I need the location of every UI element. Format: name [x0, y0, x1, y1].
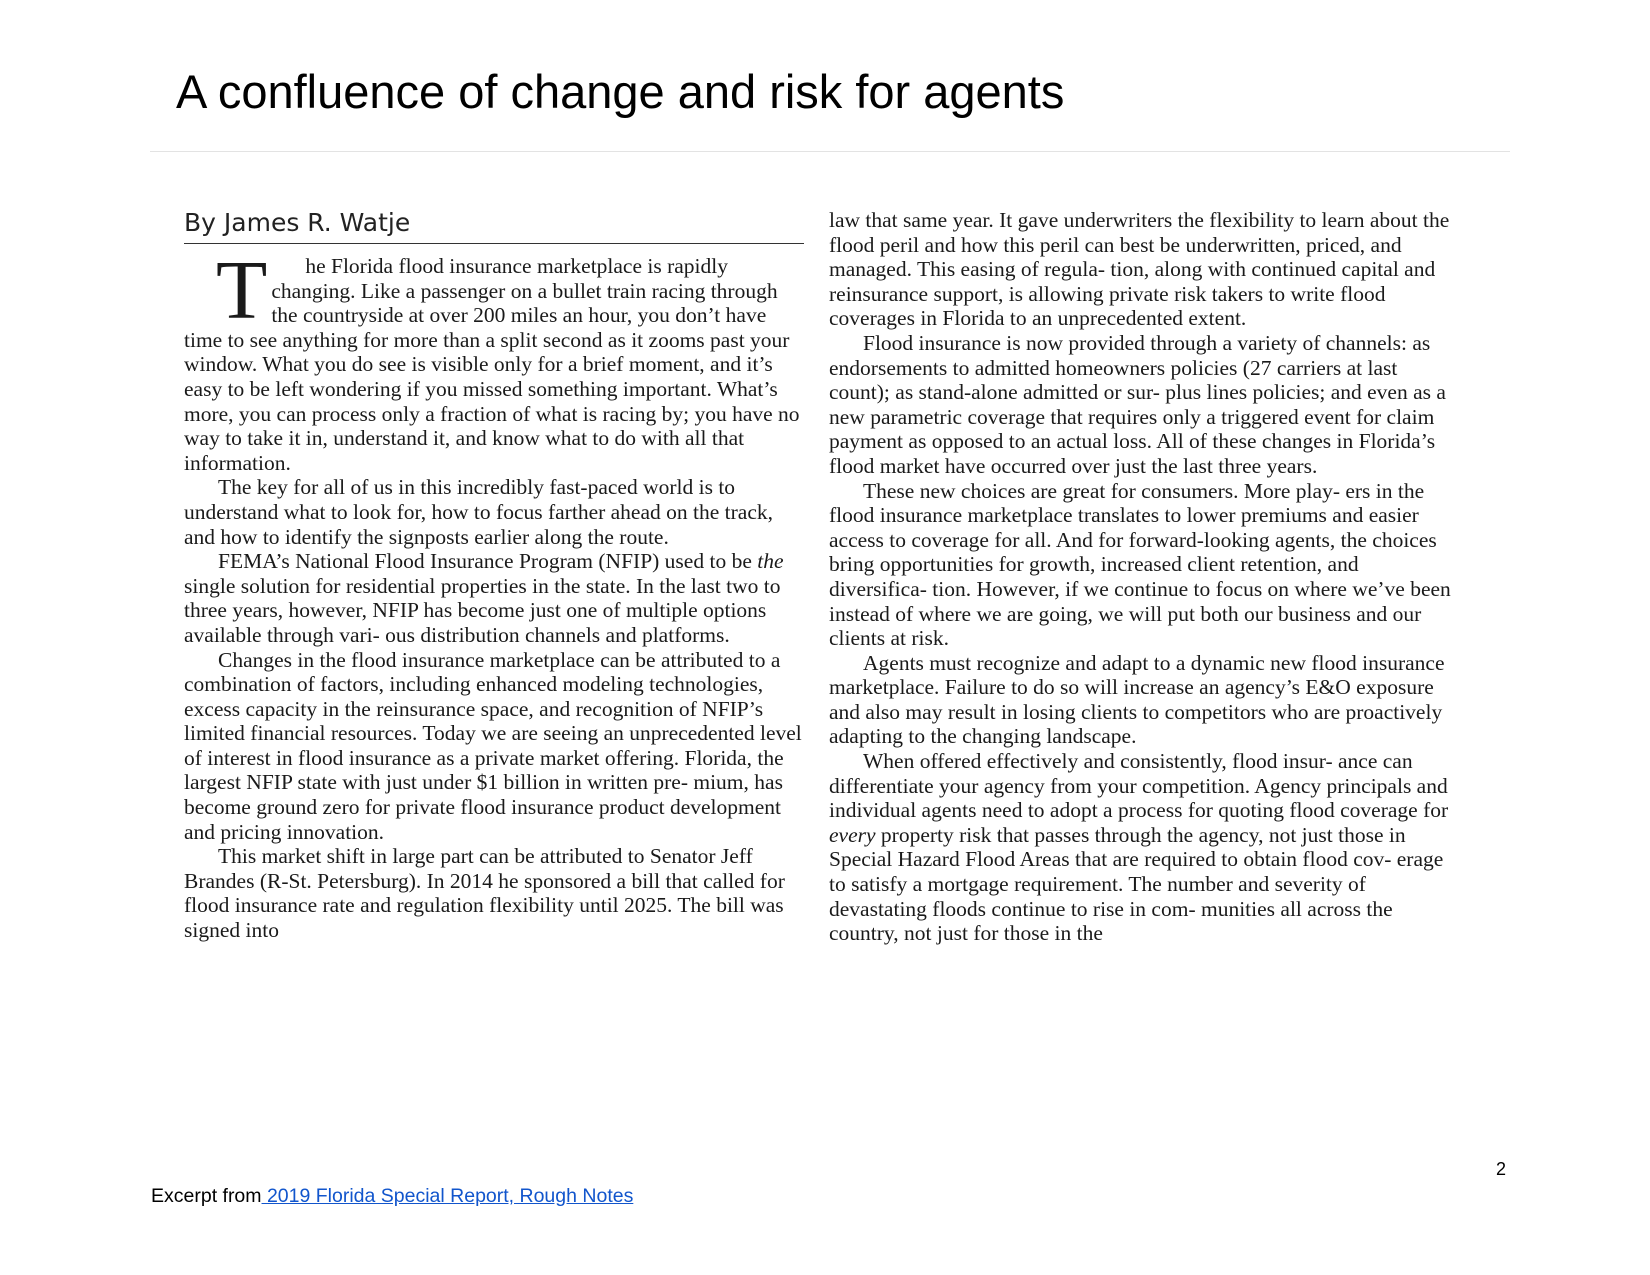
article-paragraph [184, 549, 804, 647]
article-paragraph: Flood insurance is now provided through a variety of channels: as endorsements to admitted homeowners policies (27 carriers at last count); as stand-alone admitted or sur- plus lines policies; and even as a new parametric coverage that requires only a triggered event for claim payment as opposed to an actual loss. All of these changes in Florida’s flood market have occurred over just the last three years. [829, 330, 1446, 478]
drop-cap: T [216, 244, 268, 337]
paragraph-text: he Florida flood insurance marketplace is rapidly changing. Like a passenger on a bullet train racing through the countryside at over 200 miles an hour, you don’t have time to see anything for more than a split second as it zooms past your window. What you do see is visible only for a brief moment, and it’s easy to be left wondering if you missed something important. What’s more, you can process only a fraction of what is racing by; you have no way to take it in, understand it, and know what to do with all that information. [184, 254, 800, 475]
article-byline: By James R. Watje [184, 208, 804, 244]
article-paragraph [829, 749, 1454, 946]
paragraph-text: FEMA’s National Flood Insurance Program (NFIP) used to be [218, 549, 758, 574]
article-paragraph: Agents must recognize and adapt to a dynamic new flood insurance marketplace. Failure to do so will increase an agency’s E&O exposure and also may result in losing clients to competitors who are proactively adapting to the changing landscape. [829, 650, 1445, 749]
title-divider [150, 151, 1510, 152]
emphasized-text: the [757, 549, 784, 574]
article-paragraph: Changes in the flood insurance marketplace can be attributed to a combination of factors, including enhanced modeling technologies, excess capacity in the reinsurance space, and recognition of NFIP’s limited financial resources. Today we are seeing an unprecedented level of interest in flood insurance as a private market offering. Florida, the largest NFIP state with just under $1 billion in written pre- mium, has become ground zero for private flood insurance product development and pricing innovation. [184, 647, 802, 844]
paragraph-text: When offered effectively and consistently, flood insur- ance can differentiate your agency from your competition. Agency principals and individual agents need to adopt a process for quoting flood coverage for [829, 749, 1449, 823]
slide-title: A confluence of change and risk for agents [176, 65, 1065, 118]
citation-prefix: Excerpt from [151, 1185, 262, 1207]
article-paragraph: The key for all of us in this incredibly fast-paced world is to understand what to look for, how to focus farther ahead on the track, and how to identify the signposts earlier along the route. [184, 475, 774, 549]
article-paragraph: This market shift in large part can be attributed to Senator Jeff Brandes (R-St. Petersburg). In 2014 he sponsored a bill that called for flood insurance rate and regulation flexibility until 2025. The bill was signed into [184, 844, 785, 943]
article-excerpt [184, 208, 1454, 1078]
emphasized-text: every [829, 822, 876, 847]
article-paragraph: law that same year. It gave underwriters the flexibility to learn about the flood peril and how this peril can best be underwritten, priced, and managed. This easing of regula- tion, along with continued capital and reinsurance support, is allowing private risk takers to write flood coverages in Florida to an unprecedented extent. [829, 208, 1450, 331]
source-link[interactable]: 2019 Florida Special Report, Rough Notes [261, 1185, 634, 1207]
article-left-column [184, 208, 804, 943]
article-paragraph: These new choices are great for consumers. More play- ers in the flood insurance marketplace translates to lower premiums and easier access to coverage for all. And for forward-looking agents, the choices bring opportunities for growth, increased client retention, and diversifica- tion. However, if we continue to focus on where we’ve been instead of where we are going, we will put both our business and our clients at risk. [829, 478, 1451, 651]
paragraph-text: single solution for residential properties in the state. In the last two to three years, however, NFIP has become just one of multiple options available through vari- ous distribution channels and platforms. [184, 573, 781, 647]
article-paragraph [184, 244, 804, 475]
paragraph-text: property risk that passes through the agency, not just those in Special Hazard Flood Areas that are required to obtain flood cov- erage to satisfy a mortgage requirement. The number and severity of devastating floods continue to rise in com- munities all across the country, not just for those in the [829, 822, 1444, 946]
page-number: 2 [1496, 1159, 1507, 1179]
article-right-column [829, 208, 1454, 946]
source-citation [151, 1184, 633, 1208]
